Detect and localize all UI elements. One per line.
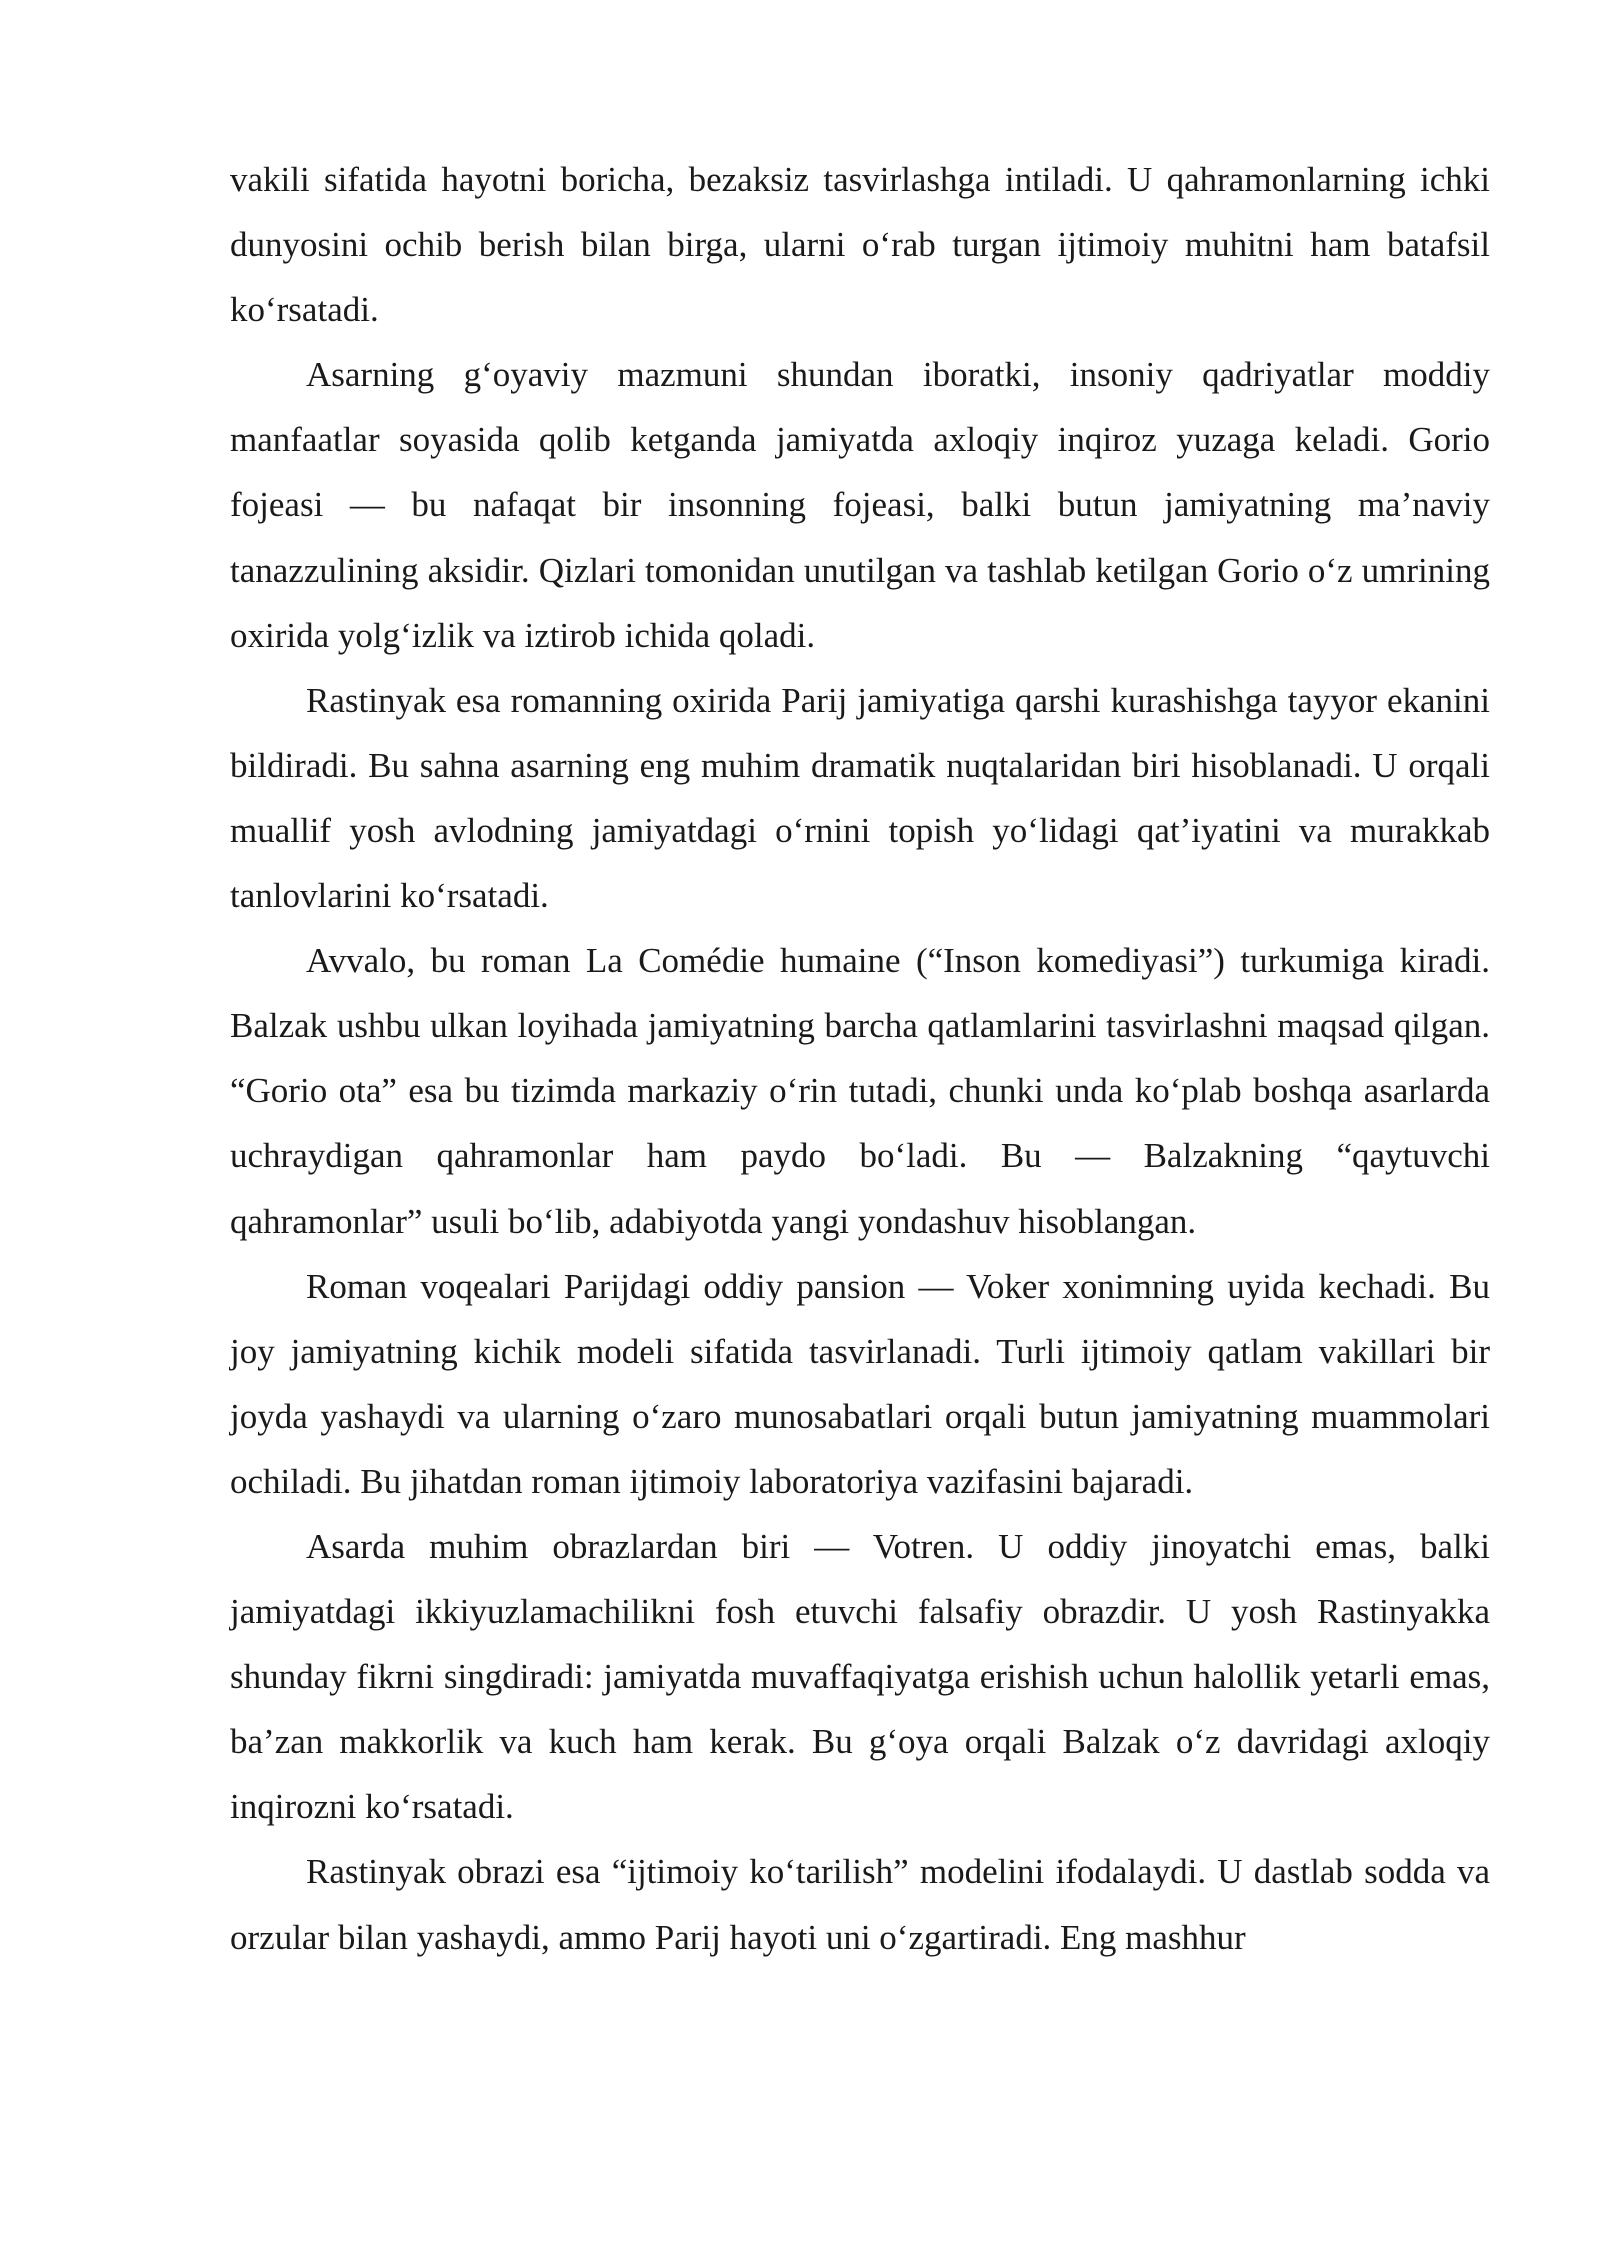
- paragraph-boarding-house: Roman voqealari Parijdagi oddiy pansion — Voker xonimning uyida kechadi. Bu joy jamiyatning kichik modeli sifatida tasvirlanadi. Turli ijtimoiy qatlam vakillari bir joyda yashaydi va ularning o‘zaro munosabatlari orqali butun jamiyatning muammolari ochiladi. Bu jihatdan roman ijtimoiy laboratoriya vazifasini bajaradi.: [230, 1266, 1490, 1501]
- paragraph-ideological-content: Asarning g‘oyaviy mazmuni shundan iboratki, insoniy qadriyatlar moddiy manfaatlar soyasida qolib ketganda jamiyatda axloqiy inqiroz yuzaga keladi. Gorio fojeasi — bu nafaqat bir insonning fojeasi, balki butun jamiyatning ma’naviy tanazzulining aksidir. Qizlari tomonidan unutilgan va tashlab ketilgan Gorio o‘z umrining oxirida yolg‘izlik va iztirob ichida qoladi.: [230, 355, 1490, 655]
- document-body: [230, 147, 1490, 1970]
- paragraph-comedie-humaine: Avvalo, bu roman La Comédie humaine (“Inson komediyasi”) turkumiga kiradi. Balzak ushbu ulkan loyihada jamiyatning barcha qatlamlarini tasvirlashni maqsad qilgan. “Gorio ota” esa bu tizimda markaziy o‘rin tutadi, chunki unda ko‘plab boshqa asarlarda uchraydigan qahramonlar ham paydo bo‘ladi. Bu — Balzakning “qaytuvchi qahramonlar” usuli bo‘lib, adabiyotda yangi yondashuv hisoblangan.: [230, 941, 1490, 1241]
- paragraph-vautrin: Asarda muhim obrazlardan biri — Votren. U oddiy jinoyatchi emas, balki jamiyatdagi ikkiyuzlamachilikni fosh etuvchi falsafiy obrazdir. U yosh Rastinyakka shunday fikrni singdiradi: jamiyatda muvaffaqiyatga erishish uchun halollik yetarli emas, ba’zan makkorlik va kuch ham kerak. Bu g‘oya orqali Balzak o‘z davridagi axloqiy inqirozni ko‘rsatadi.: [230, 1526, 1490, 1827]
- paragraph-continuation: vakili sifatida hayotni boricha, bezaksiz tasvirlashga intiladi. U qahramonlarning ichki dunyosini ochib berish bilan birga, ularni o‘rab turgan ijtimoiy muhitni ham batafsil ko‘rsatadi.: [230, 160, 1490, 330]
- paragraph-rastignac-image: Rastinyak obrazi esa “ijtimoiy ko‘tarilish” modelini ifodalaydi. U dastlab sodda va orzular bilan yashaydi, ammo Parij hayoti uni o‘zgartiradi. Eng mashhur: [230, 1852, 1490, 1957]
- paragraph-rastignac-ending: Rastinyak esa romanning oxirida Parij jamiyatiga qarshi kurashishga tayyor ekanini bildiradi. Bu sahna asarning eng muhim dramatik nuqtalaridan biri hisoblanadi. U orqali muallif yosh avlodning jamiyatdagi o‘rnini topish yo‘lidagi qat’iyatini va murakkab tanlovlarini ko‘rsatadi.: [230, 680, 1490, 916]
